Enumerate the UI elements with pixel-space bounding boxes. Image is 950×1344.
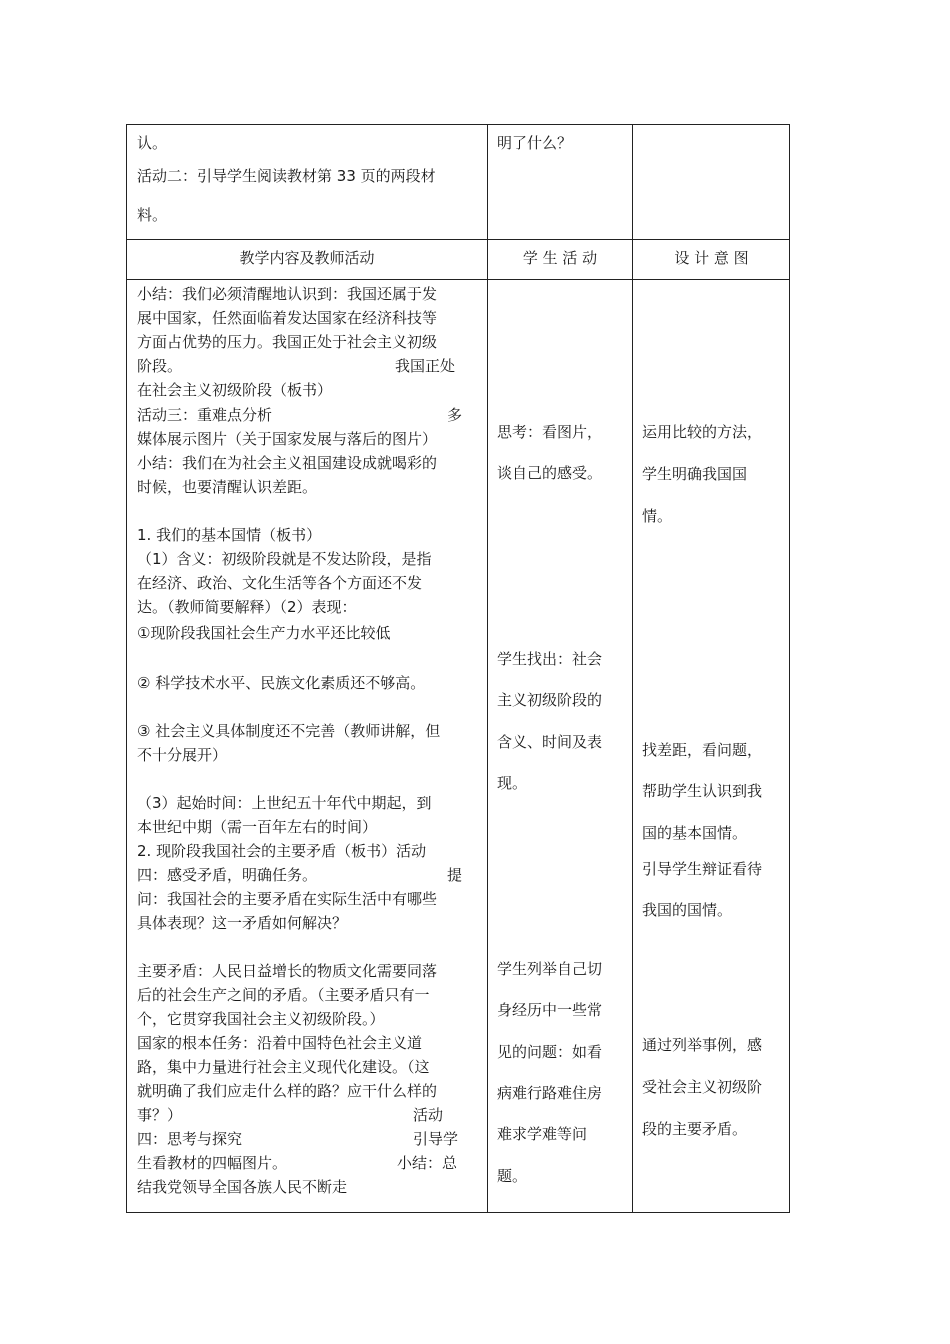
content-line: 路，集中力量进行社会主义现代化建设。（这 [137,1058,430,1076]
content-line: 就明确了我们应走什么样的路？应干什么样的 [137,1082,438,1100]
student-activity-line: 谈自己的感受。 [497,464,603,482]
content-line: 在经济、政治、文化生活等各个方面还不发 [137,574,423,592]
student-activity-line: 学生列举自己切 [497,960,603,978]
top-col1-line: 认。 [137,134,168,152]
design-intent-line: 受社会主义初级阶 [642,1078,763,1096]
content-line: 四：感受矛盾，明确任务。 [137,866,318,884]
design-intent-line: 段的主要矛盾。 [642,1120,748,1138]
content-line: （3）起始时间：上世纪五十年代中期起，到 [137,794,432,812]
design-intent-line: 我国的国情。 [642,901,733,919]
content-line: 小结：我们必须清醒地认识到：我国还属于发 [137,285,438,303]
content-line: 生看教材的四幅图片。 [137,1154,288,1172]
content-line: 不十分展开） [137,746,228,764]
content-line: 展中国家，任然面临着发达国家在经济科技等 [137,309,438,327]
content-line: 事？） [137,1106,183,1124]
design-intent-line: 情。 [642,507,673,525]
design-intent-line: 引导学生辩证看待 [642,860,763,878]
content-line: 本世纪中期（需一百年左右的时间） [137,818,378,836]
content-line: 在社会主义初级阶段（板书） [137,381,333,399]
header-student-activity: 学 生 活 动 [522,249,598,267]
header-design-intent: 设 计 意 图 [674,249,749,267]
student-activity-line: 主义初级阶段的 [497,691,603,709]
content-line: 阶段。 [137,357,183,375]
header-teaching-content: 教学内容及教师活动 [239,249,375,267]
lesson-plan-table [126,124,790,1213]
content-line: 活动三：重难点分析 [137,406,273,424]
design-intent-line: 学生明确我国国 [642,465,748,483]
student-activity-line: 学生找出：社会 [497,650,603,668]
content-line: 后的社会生产之间的矛盾。（主要矛盾只有一 [137,986,430,1004]
student-activity-line: 思考：看图片， [497,423,603,441]
content-line: 活动 [413,1106,444,1124]
content-line: 国家的根本任务：沿着中国特色社会主义道 [137,1034,423,1052]
student-activity-line: 病难行路难住房 [497,1084,603,1102]
content-line: 小结：总 [397,1154,458,1172]
content-line: 引导学 [413,1130,459,1148]
design-intent-line: 找差距，看问题， [642,741,763,759]
content-line: 时候，也要清醒认识差距。 [137,478,318,496]
content-line: 提 [447,866,463,884]
student-activity-line: 身经历中一些常 [497,1001,603,1019]
content-line: 结我党领导全国各族人民不断走 [137,1178,348,1196]
content-line: 2. 现阶段我国社会的主要矛盾（板书）活动 [137,842,427,860]
content-line: ①现阶段我国社会生产力水平还比较低 [137,624,391,642]
top-col1-line: 活动二：引导学生阅读教材第 33 页的两段材 [137,167,436,185]
content-line: 多 [447,406,463,424]
content-line: 1. 我们的基本国情（板书） [137,526,322,544]
column-divider-2 [632,125,633,1212]
content-line: 方面占优势的压力。我国正处于社会主义初级 [137,333,438,351]
row-divider-1 [127,239,789,240]
content-line: （1）含义：初级阶段就是不发达阶段，是指 [137,550,432,568]
top-col1-line: 料。 [137,206,168,224]
row-divider-2 [127,279,789,280]
student-activity-line: 难求学难等问 [497,1125,588,1143]
design-intent-line: 国的基本国情。 [642,824,748,842]
content-line: ② 科学技术水平、民族文化素质还不够高。 [137,674,426,692]
design-intent-line: 运用比较的方法， [642,423,763,441]
content-line: 个，它贯穿我国社会主义初级阶段。） [137,1010,385,1028]
column-divider-1 [487,125,488,1212]
design-intent-line: 帮助学生认识到我 [642,782,763,800]
student-activity-line: 题。 [497,1167,528,1185]
student-activity-line: 含义、时间及表 [497,733,603,751]
student-activity-line: 见的问题：如看 [497,1043,603,1061]
content-line: 小结：我们在为社会主义祖国建设成就喝彩的 [137,454,438,472]
content-line: 具体表现？这一矛盾如何解决？ [137,914,348,932]
design-intent-line: 通过列举事例，感 [642,1036,763,1054]
top-col2-line: 明了什么？ [497,134,573,152]
content-line: 问：我国社会的主要矛盾在实际生活中有哪些 [137,890,438,908]
content-line: ③ 社会主义具体制度还不完善（教师讲解，但 [137,722,441,740]
content-line: 我国正处 [395,357,456,375]
student-activity-line: 现。 [497,774,528,792]
content-line: 达。（教师简要解释）（2）表现： [137,598,357,616]
content-line: 四：思考与探究 [137,1130,243,1148]
content-line: 媒体展示图片（关于国家发展与落后的图片） [137,430,438,448]
content-line: 主要矛盾：人民日益增长的物质文化需要同落 [137,962,438,980]
